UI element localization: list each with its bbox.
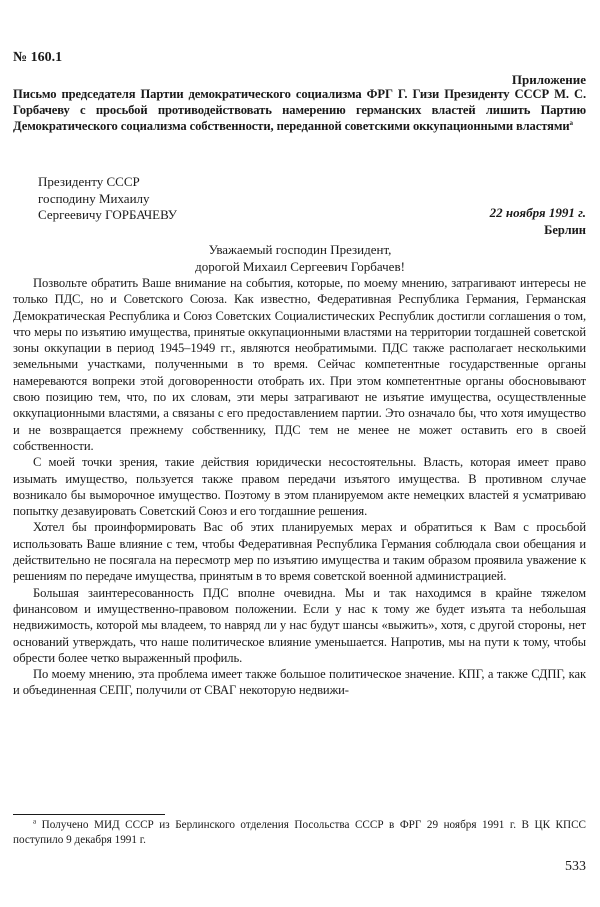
salutation [0,241,600,275]
addressee-line: Президенту СССР [38,174,140,189]
letter-place: Берлин [544,223,586,237]
footnote [13,818,586,847]
appendix-label: Приложение [511,72,586,87]
addressee-line: господину Михаилу [38,190,150,206]
footnote-divider [13,814,165,815]
salutation-line: дорогой Михаил Сергеевич Горбачев! [195,259,405,274]
footnote-text: Получено МИД СССР из Берлинского отделения Посольства СССР в ФРГ 29 ноября 1991 г. В ЦК КПСС поступило 9 декабря 1991 г. [13,819,587,846]
letter-title [13,86,586,134]
body-paragraph: Хотел бы проинформировать Вас об этих планируемых мерах и обратиться к Вам с просьбой использовать Ваше влияние с тем, чтобы Федеративная Республика Германия соблюдала свои обещания и действительно не посягала на пересмотр мер по изъятию имущества и таким образом проявила уважение к решениям по передаче имущества, принятым в то время советской военной администрацией. [13,520,586,584]
letter-body [13,275,586,699]
footnote-reference-mark: а [569,118,573,127]
body-paragraph: По моему мнению, эта проблема имеет также большое политическое значение. КПГ, а также СДПГ, как и объединенная СЕПГ, получили от СВАГ некоторую недвижи- [13,667,586,698]
letter-title-text: Письмо председателя Партии демократического социализма ФРГ Г. Гизи Президенту СССР М. С. Горбачеву с просьбой противодействовать намерению германских властей лишить Партию Демократического социализма собственности, переданной советскими оккупационными властями [13,87,586,133]
footnote-mark: а [33,817,37,826]
salutation-line: Уважаемый господин Президент, [208,242,392,257]
addressee-block [38,174,177,224]
body-paragraph: Большая заинтересованность ПДС вполне очевидна. Мы и так находимся в крайне тяжелом финансовом и имущественно-правовом положении. Если у нас к тому же будет изъята та небольшая недвижимость, которой мы владеем, то навряд ли у нас будут шансы «выжить», хотя, с другой стороны, нет оснований утверждать, что наше политическое влияние уменьшается. Напротив, мы на пути к тому, чтобы обрести более четко выраженный профиль. [13,585,586,665]
body-paragraph: С моей точки зрения, такие действия юридически несостоятельны. Власть, которая имеет право изымать имущество, пользуется также правом передачи изъятого имущества. В противном случае возникало бы выморочное имущество. Поэтому в этом планируемом акте немецких властей я усматриваю попытку дезавуировать Советский Союз и его тогдашние решения. [13,455,586,519]
body-paragraph: Позвольте обратить Ваше внимание на события, которые, по моему мнению, затрагивают интересы не только ПДС, но и Советского Союза. Как известно, Федеративная Республика Германия, Германская Демократическая Республика и Союз Советских Социалистических Республик достигли соглашения о том, что меры по изъятию имущества, принятые оккупационными властями на территории тогдашней советской зоны оккупации в период 1945–1949 гг., являются необратимыми. ПДС также располагает несколькими земельными участками, полученными в то время. Сейчас компетентные государственные органы намереваются вопреки этой договоренности отобрать их. При этом компетентные органы обосновывают свою позицию тем, что, по их словам, эти меры затрагивают не изъятие имущества, осуществленные оккупационными властями, а связаны с его предоставлением партии. Это означало бы, что хотя имущество и не возвращается прежнему собственнику, ПДС тем не менее не может оставить его в своей собственности. [13,276,586,453]
letter-date: 22 ноября 1991 г. [489,205,586,220]
page-number: 533 [565,859,586,874]
addressee-line: Сергеевичу ГОРБАЧЕВУ [38,207,177,222]
document-number: № 160.1 [13,50,63,65]
